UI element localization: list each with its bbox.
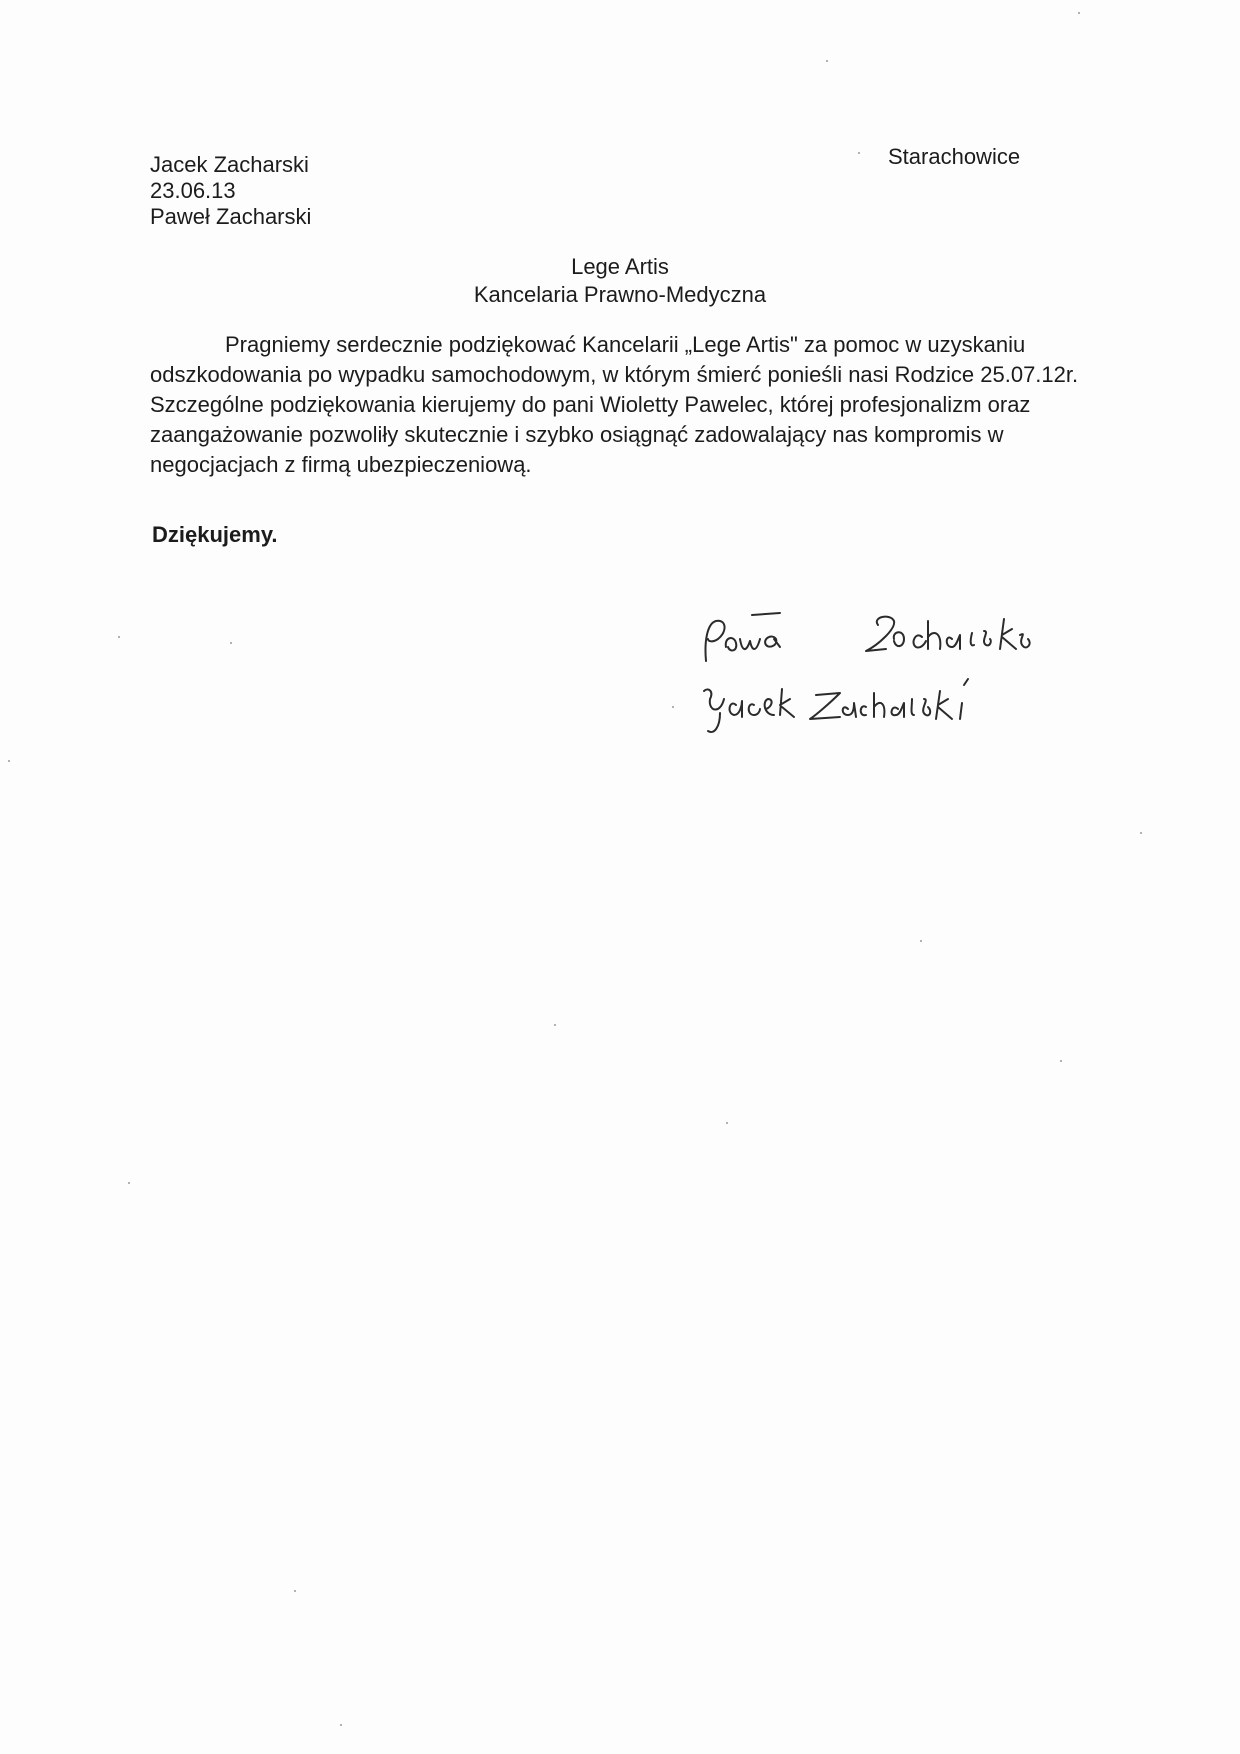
scan-speck <box>118 636 120 638</box>
recipient-name: Lege Artis <box>571 254 669 279</box>
scan-speck <box>340 1724 342 1726</box>
sender-block <box>150 152 311 230</box>
scan-speck <box>826 60 828 62</box>
scan-speck <box>1078 12 1080 14</box>
sender-name-2: Paweł Zacharski <box>150 204 312 229</box>
body-paragraph-2: Szczególne podziękowania kierujemy do pani Wioletty Pawelec, której profesjonalizm oraz zaangażowanie pozwoliły skutecznie i szybko osiągnąć zadowalający nas kompromis w negocjacjach z firmą ubezpieczeniową. <box>150 392 1031 477</box>
letter-body <box>150 330 1080 480</box>
body-paragraph-1: Pragniemy serdecznie podziękować Kancelarii „Lege Artis" za pomoc w uzyskaniu odszkodowania po wypadku samochodowym, w którym śmierć ponieśli nasi Rodzice 25.07.12r. <box>150 332 1079 387</box>
scan-speck <box>672 706 674 708</box>
handwritten-signatures <box>690 595 1090 755</box>
city: Starachowice <box>888 144 1021 169</box>
scan-speck <box>920 940 922 942</box>
scan-speck <box>858 152 860 154</box>
scan-speck <box>294 1590 296 1592</box>
sender-name-1: Jacek Zacharski <box>150 152 309 177</box>
scan-speck <box>8 760 10 762</box>
scan-speck <box>128 1182 130 1184</box>
scan-speck <box>726 1122 728 1124</box>
scan-speck <box>554 1024 556 1026</box>
closing: Dziękujemy. <box>152 522 278 547</box>
scan-speck <box>230 642 232 644</box>
letter-date: 23.06.13 <box>150 178 236 203</box>
recipient-firm: Kancelaria Prawno-Medyczna <box>473 282 767 307</box>
scan-speck <box>1140 832 1142 834</box>
scan-speck <box>1060 1060 1062 1062</box>
recipient-block <box>0 254 1240 310</box>
